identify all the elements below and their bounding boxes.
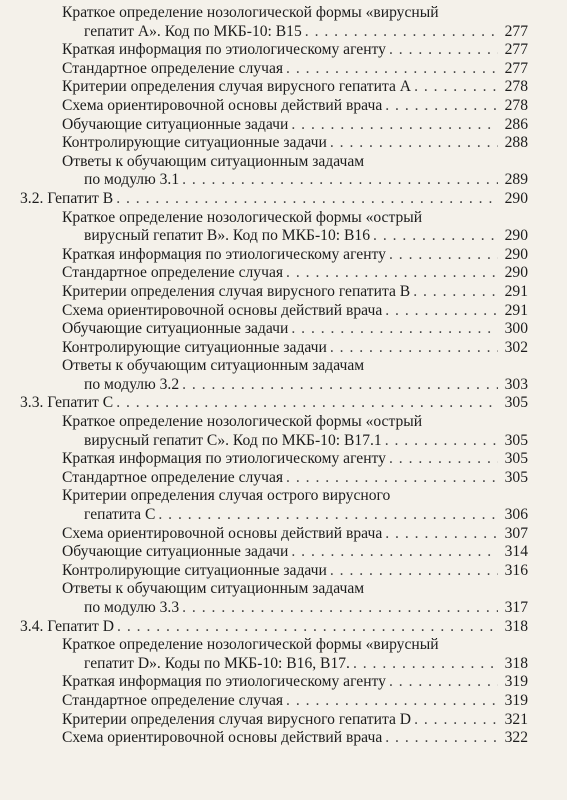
dot-leader <box>373 227 498 246</box>
toc-page-number: 318 <box>504 617 528 635</box>
toc-entry-text: Критерии определения случая вирусного гепатита А <box>62 78 412 96</box>
toc-entry <box>62 692 528 711</box>
toc-page-number: 288 <box>504 134 528 152</box>
toc-entry-text: Краткое определение нозологической формы «острый <box>62 413 423 431</box>
dot-leader <box>305 23 498 42</box>
toc-entry-text: гепатит А». Код по МКБ-10: В15 <box>84 22 302 40</box>
toc-entry-text: Схема ориентировочной основы действий врача <box>62 96 383 114</box>
toc-entry-text: Схема ориентировочной основы действий врача <box>62 524 383 542</box>
toc-entry-text: Обучающие ситуационные задачи <box>62 320 289 338</box>
toc-page-number: 322 <box>504 729 528 747</box>
toc-entry-text: Критерии определения случая вирусного гепатита В <box>62 282 411 300</box>
toc-entry-text: Краткое определение нозологической формы «вирусный <box>62 4 439 21</box>
toc-page-number: 286 <box>504 115 528 133</box>
toc-page-number: 319 <box>504 691 528 709</box>
toc-entry-text: Контролирующие ситуационные задачи <box>62 561 327 579</box>
dot-leader <box>385 525 498 544</box>
toc-entry-text: Стандартное определение случая <box>62 468 284 486</box>
toc-page-number: 277 <box>504 22 528 40</box>
dot-leader <box>389 450 498 469</box>
toc-entry-text: Критерии определения случая вирусного гепатита D <box>62 710 412 728</box>
toc-page-number: 300 <box>504 320 528 338</box>
toc-entry <box>62 729 528 748</box>
toc-entry <box>62 264 528 283</box>
toc-entry-text: Стандартное определение случая <box>62 691 284 709</box>
toc-entry <box>62 339 528 358</box>
toc-entry-text: 3.2. Гепатит В <box>20 189 114 207</box>
dot-leader <box>116 190 498 209</box>
toc-page-number: 290 <box>504 189 528 207</box>
toc-page-number: 305 <box>504 468 528 486</box>
dot-leader <box>385 97 498 116</box>
toc-entry-text: Краткая информация по этиологическому агенту <box>62 673 386 691</box>
dot-leader <box>291 116 498 135</box>
toc-entry-text: Краткая информация по этиологическому агенту <box>62 450 386 468</box>
toc-section-heading <box>20 190 528 209</box>
toc-page-number: 291 <box>504 282 528 300</box>
toc-page-number: 277 <box>504 59 528 77</box>
dot-leader <box>389 41 498 60</box>
dot-leader <box>385 302 498 321</box>
toc-page-number: 291 <box>504 301 528 319</box>
toc-entry <box>62 134 528 153</box>
toc-entry <box>62 116 528 135</box>
toc-entry-text: Контролирующие ситуационные задачи <box>62 134 327 152</box>
toc-entry-text: по модулю 3.2 <box>84 375 180 393</box>
toc-page-number: 305 <box>504 431 528 449</box>
toc-entry <box>62 469 528 488</box>
toc-entry <box>62 673 528 692</box>
dot-leader <box>286 692 498 711</box>
dot-leader <box>330 562 498 581</box>
toc-entry <box>62 302 528 321</box>
toc-entry-text: Краткое определение нозологической формы «вирусный <box>62 636 439 654</box>
dot-leader <box>414 78 498 97</box>
toc-entry-text: Краткая информация по этиологическому агенту <box>62 245 386 263</box>
dot-leader <box>385 432 498 451</box>
toc-page-number: 278 <box>504 96 528 114</box>
toc-entry <box>62 357 528 394</box>
table-of-contents <box>0 4 567 748</box>
toc-page-number: 306 <box>504 506 528 524</box>
toc-entry <box>62 246 528 265</box>
toc-entry-text: Стандартное определение случая <box>62 264 284 282</box>
toc-entry-text: Схема ориентировочной основы действий врача <box>62 729 383 747</box>
dot-leader <box>116 394 498 413</box>
toc-page-number: 278 <box>504 78 528 96</box>
dot-leader <box>182 599 498 618</box>
dot-leader <box>353 655 498 674</box>
toc-entry-text: гепатита С <box>84 506 156 524</box>
dot-leader <box>389 246 498 265</box>
toc-page-number: 305 <box>504 394 528 412</box>
toc-entry <box>62 711 528 730</box>
toc-page-number: 319 <box>504 673 528 691</box>
toc-entry <box>62 562 528 581</box>
toc-entry <box>62 543 528 562</box>
dot-leader <box>286 469 498 488</box>
dot-leader <box>158 506 498 525</box>
toc-entry-text: вирусный гепатит С». Код по МКБ-10: В17.1 <box>84 431 382 449</box>
toc-entry-text: 3.3. Гепатит С <box>20 394 114 412</box>
dot-leader <box>286 60 498 79</box>
toc-entry-text: Краткое определение нозологической формы «острый <box>62 208 423 226</box>
toc-entry <box>62 209 528 246</box>
toc-entry <box>62 97 528 116</box>
toc-entry <box>62 283 528 302</box>
toc-entry-text: Схема ориентировочной основы действий врача <box>62 301 383 319</box>
toc-page-number: 290 <box>504 264 528 282</box>
toc-entry <box>62 41 528 60</box>
toc-entry-text: Контролирующие ситуационные задачи <box>62 338 327 356</box>
dot-leader <box>291 320 498 339</box>
toc-page-number: 305 <box>504 450 528 468</box>
toc-entry <box>62 413 528 450</box>
toc-entry-text: Критерии определения случая острого вирусного <box>62 487 391 505</box>
toc-page-number: 314 <box>504 543 528 561</box>
toc-section-heading <box>20 618 528 637</box>
dot-leader <box>291 543 498 562</box>
dot-leader <box>330 134 498 153</box>
toc-page-number: 302 <box>504 338 528 356</box>
toc-entry-text: вирусный гепатит В». Код по МКБ-10: В16 <box>84 227 371 245</box>
toc-page-number: 303 <box>504 375 528 393</box>
dot-leader <box>182 171 498 190</box>
dot-leader <box>414 711 498 730</box>
toc-entry-text: гепатит D». Коды по МКБ-10: В16, В17. <box>84 654 350 672</box>
toc-page-number: 321 <box>504 710 528 728</box>
toc-entry <box>62 78 528 97</box>
toc-entry-text: Ответы к обучающим ситуационным задачам <box>62 357 365 375</box>
toc-page-number: 277 <box>504 41 528 59</box>
dot-leader <box>182 376 498 395</box>
toc-entry <box>62 487 528 524</box>
toc-entry-text: 3.4. Гепатит D <box>20 617 115 635</box>
toc-entry-text: Краткая информация по этиологическому агенту <box>62 41 386 59</box>
toc-section-heading <box>20 394 528 413</box>
dot-leader <box>385 729 498 748</box>
toc-entry <box>62 4 528 41</box>
toc-entry-text: по модулю 3.1 <box>84 171 180 189</box>
toc-entry <box>62 153 528 190</box>
toc-entry <box>62 636 528 673</box>
toc-entry-text: Обучающие ситуационные задачи <box>62 115 289 133</box>
dot-leader <box>286 264 498 283</box>
toc-entry-text: Стандартное определение случая <box>62 59 284 77</box>
toc-page-number: 316 <box>504 561 528 579</box>
toc-entry <box>62 580 528 617</box>
dot-leader <box>330 339 498 358</box>
toc-page-number: 289 <box>504 171 528 189</box>
toc-page-number: 290 <box>504 227 528 245</box>
toc-entry-text: Ответы к обучающим ситуационным задачам <box>62 580 365 598</box>
toc-page-number: 317 <box>504 599 528 616</box>
toc-entry-text: Обучающие ситуационные задачи <box>62 543 289 561</box>
toc-entry-text: Ответы к обучающим ситуационным задачам <box>62 152 365 170</box>
toc-entry <box>62 60 528 79</box>
toc-entry-text: по модулю 3.3 <box>84 599 180 616</box>
toc-page-number: 307 <box>504 524 528 542</box>
dot-leader <box>117 618 498 637</box>
toc-entry <box>62 320 528 339</box>
dot-leader <box>413 283 498 302</box>
dot-leader <box>389 673 498 692</box>
toc-entry <box>62 450 528 469</box>
toc-entry <box>62 525 528 544</box>
toc-page-number: 318 <box>504 654 528 672</box>
toc-page-number: 290 <box>504 245 528 263</box>
